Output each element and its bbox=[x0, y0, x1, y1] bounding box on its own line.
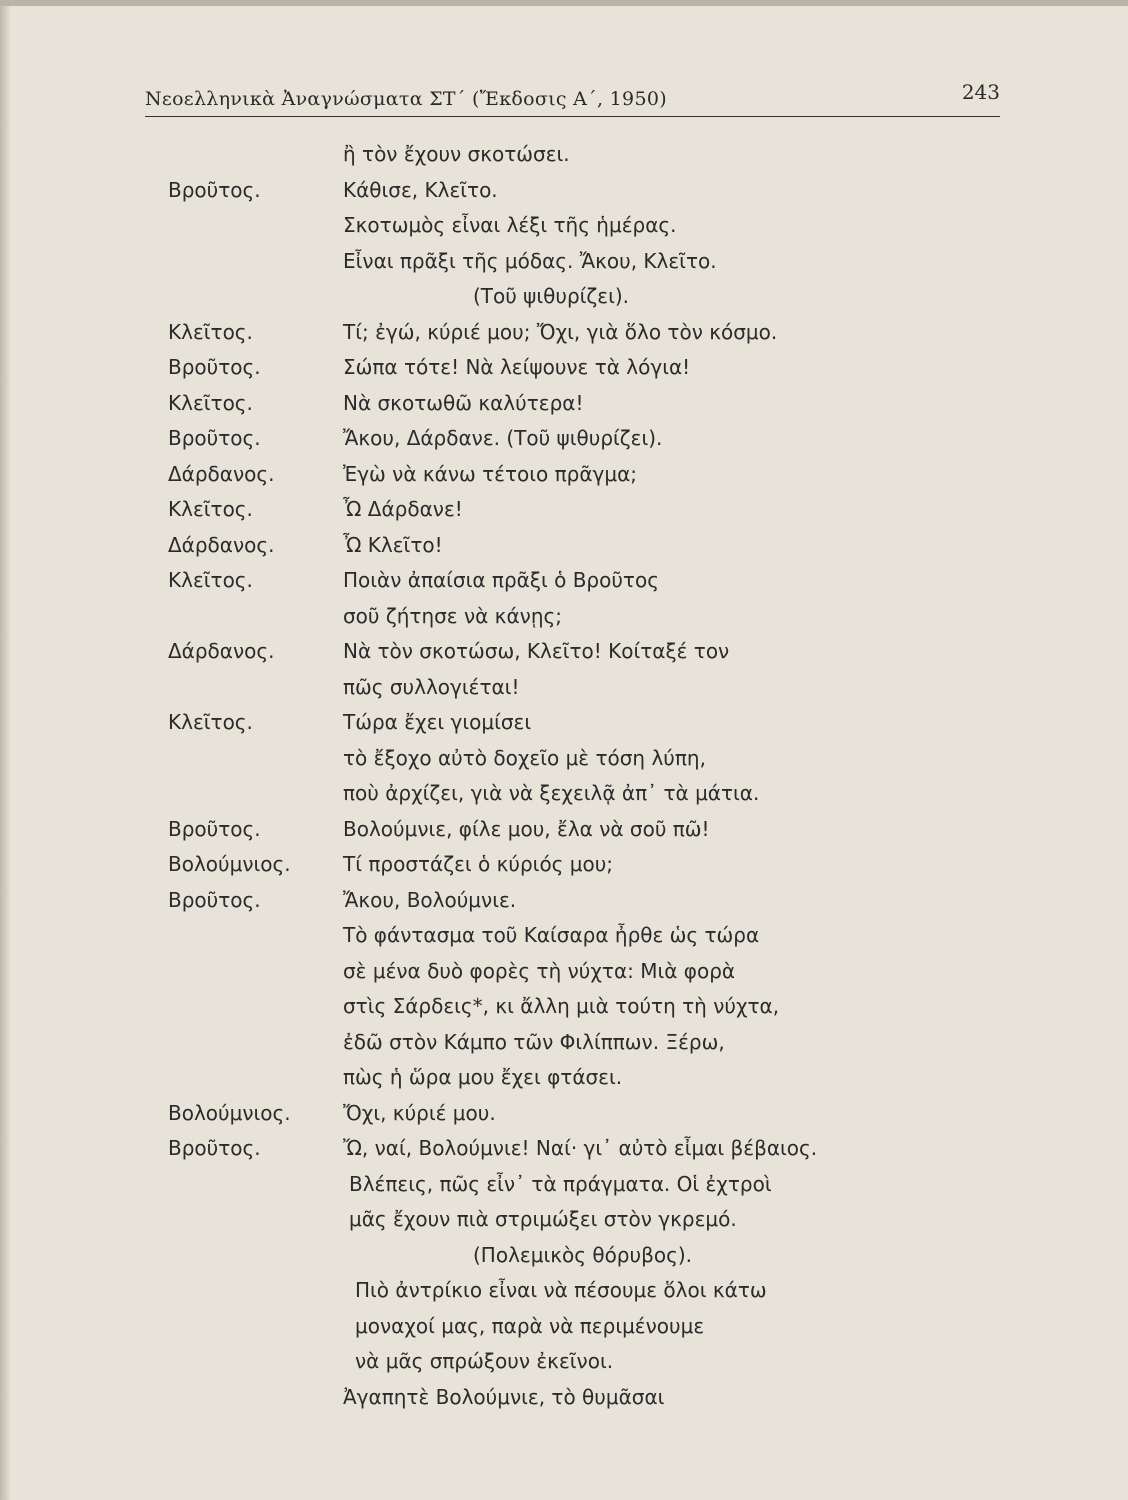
speaker-name: Κλεῖτος. bbox=[168, 497, 253, 521]
dialogue-text: Βολούμνιε, φίλε μου, ἔλα νὰ σοῦ πῶ! bbox=[343, 816, 710, 841]
dialogue-line bbox=[168, 137, 968, 173]
dialogue-line bbox=[168, 812, 968, 848]
dialogue-line bbox=[168, 670, 968, 706]
dialogue-line bbox=[168, 315, 968, 351]
dialogue-text: Ἄκου, Βολούμνιε. bbox=[343, 887, 517, 912]
dialogue-line bbox=[168, 1309, 968, 1345]
page-edge bbox=[0, 6, 10, 1500]
dialogue-text: Ὦ Κλεῖτο! bbox=[343, 532, 443, 557]
dialogue-line bbox=[168, 1167, 968, 1203]
dialogue-line bbox=[168, 1238, 968, 1274]
speaker-name: Βροῦτος. bbox=[168, 1136, 261, 1160]
dialogue-text: Ὦ Δάρδανε! bbox=[343, 497, 463, 521]
dialogue-line bbox=[168, 741, 968, 777]
dialogue-text: ποὺ ἀρχίζει, γιὰ νὰ ξεχειλᾷ ἀπ᾽ τὰ μάτια. bbox=[343, 781, 760, 805]
speaker-name: Κλεῖτος. bbox=[168, 568, 253, 592]
dialogue-line bbox=[168, 954, 968, 990]
speaker-name: Δάρδανος. bbox=[168, 639, 275, 663]
dialogue-line bbox=[168, 1131, 968, 1167]
dialogue-text: στὶς Σάρδεις*, κι ἄλλη μιὰ τούτη τὴ νύχτα, bbox=[343, 994, 780, 1018]
speaker-name: Βροῦτος. bbox=[168, 887, 261, 912]
dialogue-line bbox=[168, 528, 968, 564]
dialogue-text: Ποιὰν ἀπαίσια πρᾶξι ὁ Βροῦτος bbox=[343, 568, 659, 592]
dialogue-text: Εἶναι πρᾶξι τῆς μόδας. Ἄκου, Κλεῖτο. bbox=[343, 248, 717, 273]
dialogue-line bbox=[168, 1096, 968, 1132]
speaker-name: Βολούμνιος. bbox=[168, 1100, 291, 1125]
dialogue-line bbox=[168, 1060, 968, 1096]
dialogue-line bbox=[168, 421, 968, 457]
stage-direction: (Πολεμικὸς θόρυβος). bbox=[473, 1242, 692, 1267]
speaker-name: Βροῦτος. bbox=[168, 426, 261, 450]
dialogue-line bbox=[168, 883, 968, 919]
dialogue-line bbox=[168, 634, 968, 670]
speaker-name: Βολούμνιος. bbox=[168, 852, 291, 876]
speaker-name: Κλεῖτος. bbox=[168, 710, 253, 734]
dialogue-text: Τὸ φάντασμα τοῦ Καίσαρα ἦρθε ὡς τώρα bbox=[343, 923, 760, 947]
running-header bbox=[145, 76, 1000, 118]
dialogue-text: Ὄχι, κύριέ μου. bbox=[343, 1100, 496, 1125]
dialogue-text: πὼς ἡ ὥρα μου ἔχει φτάσει. bbox=[343, 1065, 623, 1089]
speaker-name: Κλεῖτος. bbox=[168, 390, 253, 415]
dialogue-text: Τώρα ἔχει γιομίσει bbox=[343, 710, 532, 734]
dialogue-text: ἐδῶ στὸν Κάμπο τῶν Φιλίππων. Ξέρω, bbox=[343, 1029, 725, 1054]
dialogue-line bbox=[168, 208, 968, 244]
speaker-name: Κλεῖτος. bbox=[168, 319, 253, 344]
dialogue-text: σοῦ ζήτησε νὰ κάνῃς; bbox=[343, 603, 562, 628]
dialogue-text: νὰ μᾶς σπρώξουν ἐκεῖνοι. bbox=[355, 1349, 614, 1373]
dialogue-line bbox=[168, 989, 968, 1025]
dialogue-text: τὸ ἔξοχο αὐτὸ δοχεῖο μὲ τόση λύπη, bbox=[343, 745, 706, 770]
dialogue-text: Νὰ τὸν σκοτώσω, Κλεῖτο! Κοίταξέ τον bbox=[343, 639, 730, 663]
dialogue-text: Τί; ἐγώ, κύριέ μου; Ὄχι, γιὰ ὅλο τὸν κόσμο. bbox=[343, 319, 778, 344]
dialogue-line bbox=[168, 918, 968, 954]
dialogue-text: Βλέπεις, πῶς εἶν᾽ τὰ πράγματα. Οἱ ἐχτροὶ bbox=[349, 1171, 772, 1196]
dialogue-line bbox=[168, 847, 968, 883]
dialogue-text: Σκοτωμὸς εἶναι λέξι τῆς ἡμέρας. bbox=[343, 213, 677, 237]
stage-direction: (Τοῦ ψιθυρίζει). bbox=[473, 284, 630, 308]
dialogue-text: Πιὸ ἀντρίκιο εἶναι νὰ πέσουμε ὅλοι κάτω bbox=[355, 1278, 767, 1302]
dialogue-line bbox=[168, 563, 968, 599]
dialogue-text: μᾶς ἔχουν πιὰ στριμώξει στὸν γκρεμό. bbox=[349, 1207, 737, 1231]
speaker-name: Βροῦτος. bbox=[168, 177, 261, 202]
dialogue-line bbox=[168, 492, 968, 528]
speaker-name: Δάρδανος. bbox=[168, 461, 275, 486]
dialogue-text: Ἐγὼ νὰ κάνω τέτοιο πρᾶγμα; bbox=[343, 461, 638, 486]
dialogue-text: σὲ μένα δυὸ φορὲς τὴ νύχτα: Μιὰ φορὰ bbox=[343, 958, 736, 983]
header-rule bbox=[145, 116, 1000, 117]
dialogue-line bbox=[168, 1344, 968, 1380]
dialogue-text: ἢ τὸν ἔχουν σκοτώσει. bbox=[343, 142, 570, 166]
dialogue-text: Σώπα τότε! Νὰ λείψουνε τὰ λόγια! bbox=[343, 355, 691, 379]
dialogue-line bbox=[168, 457, 968, 493]
dialogue-line bbox=[168, 244, 968, 280]
page-number: 243 bbox=[961, 80, 1000, 104]
dialogue-line bbox=[168, 776, 968, 812]
dialogue-line bbox=[168, 173, 968, 209]
dialogue-line bbox=[168, 386, 968, 422]
dialogue-line bbox=[168, 1273, 968, 1309]
dialogue-line bbox=[168, 1380, 968, 1416]
header-title: Νεοελληνικὰ Ἀναγνώσματα ΣΤ΄ (Ἔκδοσις Α΄, 1950) bbox=[145, 88, 667, 110]
dialogue-text: Ὤ, ναί, Βολούμνιε! Ναί· γι᾽ αὐτὸ εἶμαι βέβαιος. bbox=[343, 1136, 818, 1160]
dialogue-line bbox=[168, 599, 968, 635]
dialogue-text: Τί προστάζει ὁ κύριός μου; bbox=[343, 852, 614, 876]
dialogue-text: Νὰ σκοτωθῶ καλύτερα! bbox=[343, 390, 584, 415]
dialogue-text: Κάθισε, Κλεῖτο. bbox=[343, 177, 498, 202]
dialogue-line bbox=[168, 1025, 968, 1061]
dialogue-line bbox=[168, 1202, 968, 1238]
dialogue-text: Ἄκου, Δάρδανε. (Τοῦ ψιθυρίζει). bbox=[343, 426, 663, 450]
speaker-name: Βροῦτος. bbox=[168, 355, 261, 379]
speaker-name: Δάρδανος. bbox=[168, 532, 275, 557]
dialogue-block bbox=[168, 137, 968, 1415]
dialogue-line bbox=[168, 350, 968, 386]
dialogue-text: μοναχοί μας, παρὰ νὰ περιμένουμε bbox=[355, 1313, 705, 1338]
dialogue-text: πῶς συλλογιέται! bbox=[343, 674, 520, 699]
speaker-name: Βροῦτος. bbox=[168, 816, 261, 841]
dialogue-text: Ἀγαπητὲ Βολούμνιε, τὸ θυμᾶσαι bbox=[343, 1384, 665, 1409]
dialogue-line bbox=[168, 705, 968, 741]
dialogue-line bbox=[168, 279, 968, 315]
